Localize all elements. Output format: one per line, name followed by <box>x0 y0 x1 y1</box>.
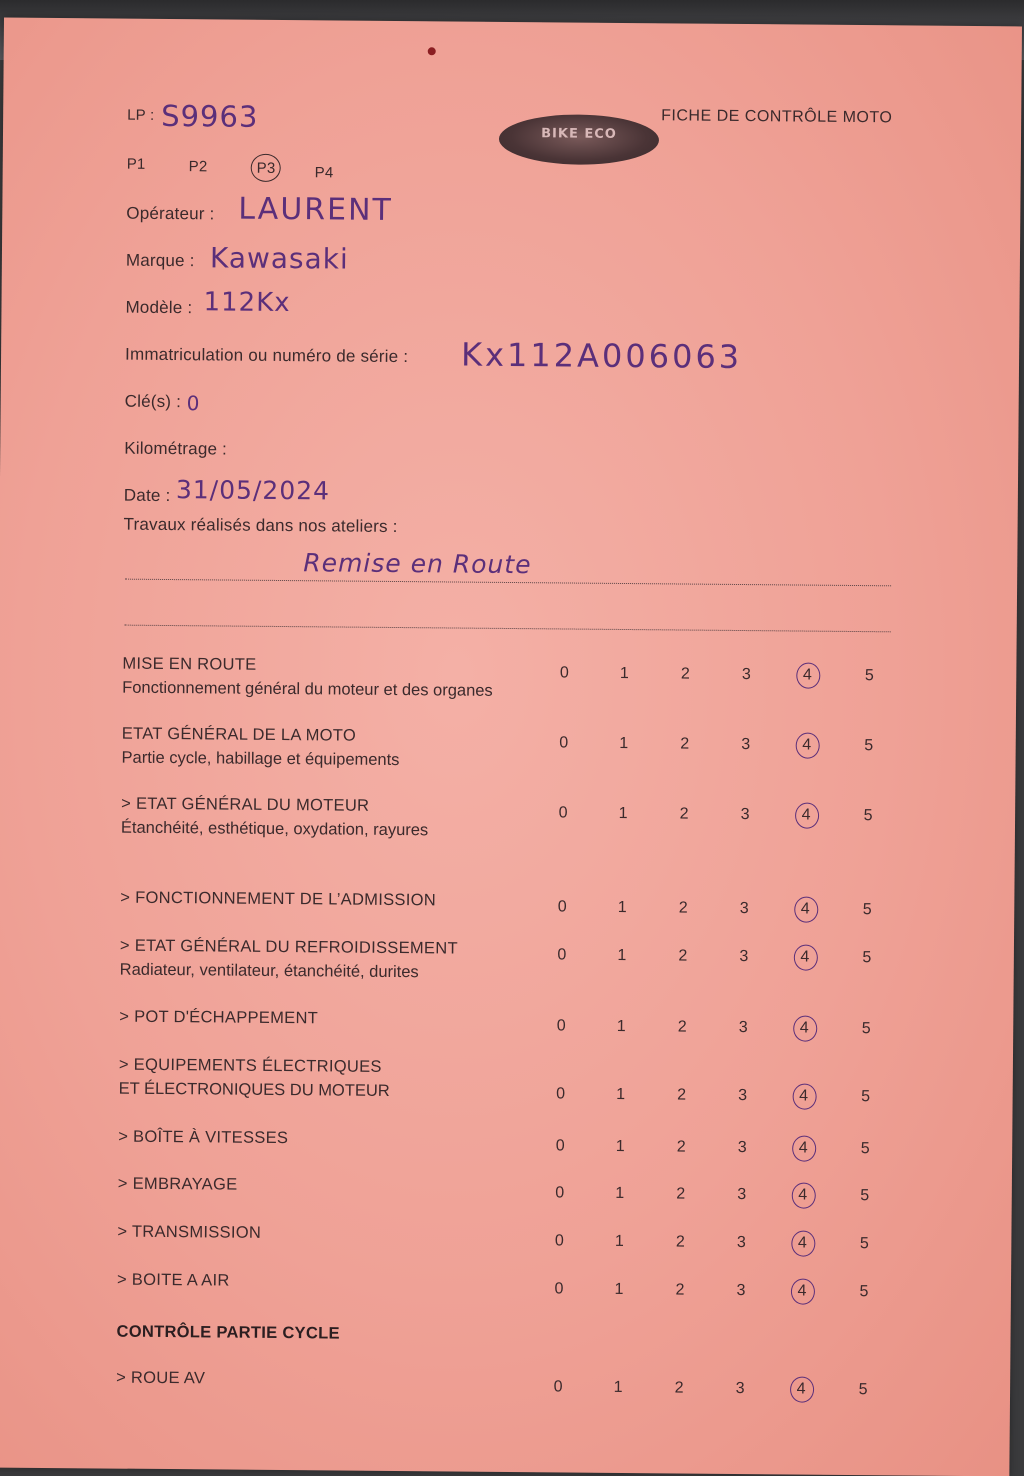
marque-value: Kawasaki <box>209 241 349 276</box>
operateur-value: LAURENT <box>238 191 393 228</box>
check-subtitle: Partie cycle, habillage et équipements <box>121 748 400 770</box>
score-option-4[interactable]: 4 <box>799 1019 809 1037</box>
score-selected-circle <box>796 662 820 688</box>
score-option-2[interactable]: 2 <box>680 665 690 683</box>
score-option-3[interactable]: 3 <box>736 1234 746 1252</box>
score-option-1[interactable]: 1 <box>616 1085 626 1104</box>
position-p3: P3 <box>256 159 276 177</box>
score-option-0[interactable]: 0 <box>556 1085 566 1103</box>
score-option-1[interactable]: 1 <box>615 1137 625 1156</box>
score-option-1[interactable]: 1 <box>616 1017 626 1036</box>
score-option-3[interactable]: 3 <box>740 806 750 824</box>
score-option-4[interactable]: 4 <box>800 900 810 918</box>
score-option-3[interactable]: 3 <box>737 1186 747 1204</box>
date-value: 31/05/2024 <box>175 475 331 506</box>
score-option-2[interactable]: 2 <box>680 735 690 753</box>
score-selected-circle <box>794 896 818 922</box>
score-option-5[interactable]: 5 <box>864 667 874 685</box>
score-option-2[interactable]: 2 <box>674 1379 684 1397</box>
score-option-5[interactable]: 5 <box>860 1187 870 1205</box>
score-option-0[interactable]: 0 <box>558 804 568 822</box>
score-option-1[interactable]: 1 <box>617 946 627 965</box>
score-option-2[interactable]: 2 <box>679 805 689 823</box>
score-option-3[interactable]: 3 <box>736 1281 746 1300</box>
score-option-5[interactable]: 5 <box>861 1088 871 1106</box>
score-option-1[interactable]: 1 <box>614 1232 624 1251</box>
score-option-5[interactable]: 5 <box>864 737 874 755</box>
score-option-3[interactable]: 3 <box>737 1139 747 1157</box>
score-option-1[interactable]: 1 <box>617 898 627 917</box>
travaux-label: Travaux réalisés dans nos ateliers : <box>123 514 398 537</box>
score-selected-circle <box>795 802 819 828</box>
score-option-0[interactable]: 0 <box>553 1378 563 1396</box>
score-option-4[interactable]: 4 <box>796 1380 806 1398</box>
check-title: > ROUE AV <box>116 1368 206 1388</box>
brand-logo <box>499 114 659 165</box>
check-title: > EMBRAYAGE <box>117 1174 238 1194</box>
score-option-0[interactable]: 0 <box>557 898 567 916</box>
score-option-2[interactable]: 2 <box>678 947 688 965</box>
score-option-2[interactable]: 2 <box>675 1281 685 1299</box>
score-option-4[interactable]: 4 <box>802 666 812 684</box>
ink-spot <box>428 47 436 55</box>
brand-logo-text: BIKE ECO <box>541 126 617 142</box>
score-option-4[interactable]: 4 <box>799 1087 809 1105</box>
score-selected-circle <box>793 1083 817 1109</box>
check-title: > BOÎTE À VITESSES <box>118 1127 289 1148</box>
control-sheet <box>0 18 1022 1476</box>
score-option-2[interactable]: 2 <box>678 899 688 917</box>
score-selected-circle <box>791 1278 815 1304</box>
cles-label: Clé(s) : <box>124 391 182 412</box>
score-selected-circle <box>791 1230 815 1256</box>
check-subtitle: ET ÉLECTRONIQUES DU MOTEUR <box>118 1079 390 1100</box>
score-selected-circle <box>792 1135 816 1161</box>
score-option-4[interactable]: 4 <box>798 1186 808 1204</box>
score-option-3[interactable]: 3 <box>735 1379 745 1398</box>
score-option-0[interactable]: 0 <box>556 1017 566 1035</box>
check-title: MISE EN ROUTE <box>122 654 257 674</box>
score-option-0[interactable]: 0 <box>555 1184 565 1202</box>
immatriculation-label: Immatriculation ou numéro de série : <box>125 344 409 367</box>
cles-value: 0 <box>186 391 201 416</box>
score-option-4[interactable]: 4 <box>798 1139 808 1157</box>
score-selected-circle <box>792 1182 816 1208</box>
score-option-1[interactable]: 1 <box>618 804 628 823</box>
marque-label: Marque : <box>125 250 195 271</box>
score-option-2[interactable]: 2 <box>677 1018 687 1036</box>
check-title: > ETAT GÉNÉRAL DU MOTEUR <box>121 794 370 815</box>
check-title: > EQUIPEMENTS ÉLECTRIQUES <box>118 1055 382 1076</box>
score-option-3[interactable]: 3 <box>741 736 751 754</box>
score-selected-circle <box>794 944 818 970</box>
score-option-5[interactable]: 5 <box>863 807 873 825</box>
score-option-0[interactable]: 0 <box>554 1280 564 1298</box>
score-option-3[interactable]: 3 <box>739 900 749 918</box>
score-option-3[interactable]: 3 <box>738 1087 748 1105</box>
check-title: > FONCTIONNEMENT DE L’ADMISSION <box>120 888 437 910</box>
score-option-4[interactable]: 4 <box>797 1282 807 1300</box>
travaux-line-1 <box>125 579 891 587</box>
position-p2: P2 <box>188 158 208 176</box>
check-title: > POT D'ÉCHAPPEMENT <box>119 1007 319 1028</box>
score-option-0[interactable]: 0 <box>557 946 567 964</box>
form-title: FICHE DE CONTRÔLE MOTO <box>661 107 893 127</box>
score-option-3[interactable]: 3 <box>741 666 751 684</box>
check-subtitle: Radiateur, ventilateur, étanchéité, durites <box>119 960 419 982</box>
travaux-value: Remise en Route <box>303 548 532 580</box>
score-option-5[interactable]: 5 <box>862 901 872 919</box>
score-option-0[interactable]: 0 <box>555 1137 565 1155</box>
score-option-4[interactable]: 4 <box>801 806 811 824</box>
score-option-0[interactable]: 0 <box>559 664 569 682</box>
check-subtitle: Étanchéité, esthétique, oxydation, rayures <box>120 818 429 840</box>
score-option-4[interactable]: 4 <box>802 736 812 754</box>
score-option-1[interactable]: 1 <box>615 1184 625 1203</box>
score-option-2[interactable]: 2 <box>676 1185 686 1203</box>
score-option-5[interactable]: 5 <box>859 1235 869 1253</box>
operateur-label: Opérateur : <box>126 203 215 224</box>
position-p3-circle <box>251 154 281 182</box>
travaux-line-2 <box>125 625 891 633</box>
score-option-2[interactable]: 2 <box>675 1233 685 1251</box>
modele-label: Modèle : <box>125 297 193 318</box>
modele-value: 112Kx <box>203 287 291 319</box>
score-option-1[interactable]: 1 <box>614 1280 624 1299</box>
score-option-3[interactable]: 3 <box>738 1019 748 1037</box>
section-partie-cycle-title: CONTRÔLE PARTIE CYCLE <box>116 1322 340 1343</box>
score-option-4[interactable]: 4 <box>797 1234 807 1252</box>
lp-value: S9963 <box>161 98 259 134</box>
check-subtitle: Fonctionnement général du moteur et des organes <box>122 678 493 700</box>
score-option-5[interactable]: 5 <box>859 1283 869 1301</box>
lp-label: LP : <box>127 106 155 124</box>
score-option-5[interactable]: 5 <box>862 949 872 967</box>
score-selected-circle <box>790 1376 814 1402</box>
score-option-3[interactable]: 3 <box>739 948 749 966</box>
score-option-2[interactable]: 2 <box>676 1138 686 1156</box>
check-title: > BOITE A AIR <box>116 1270 230 1290</box>
score-option-1[interactable]: 1 <box>613 1378 623 1397</box>
check-title: > TRANSMISSION <box>117 1222 262 1242</box>
score-option-0[interactable]: 0 <box>559 734 569 752</box>
position-p4: P4 <box>314 164 334 182</box>
score-option-5[interactable]: 5 <box>860 1140 870 1158</box>
score-option-0[interactable]: 0 <box>554 1232 564 1250</box>
score-option-5[interactable]: 5 <box>858 1381 868 1399</box>
immatriculation-value: Kx112A006063 <box>460 335 743 377</box>
score-option-2[interactable]: 2 <box>677 1086 687 1104</box>
position-p1: P1 <box>126 155 146 173</box>
check-title: > ETAT GÉNÉRAL DU REFROIDISSEMENT <box>119 936 458 958</box>
check-title: ETAT GÉNÉRAL DE LA MOTO <box>121 724 357 745</box>
date-label: Date : <box>123 485 171 506</box>
score-selected-circle <box>796 732 820 758</box>
score-option-4[interactable]: 4 <box>800 948 810 966</box>
score-selected-circle <box>793 1015 817 1041</box>
score-option-1[interactable]: 1 <box>619 664 629 683</box>
score-option-5[interactable]: 5 <box>861 1020 871 1038</box>
kilometrage-label: Kilométrage : <box>124 438 228 459</box>
score-option-1[interactable]: 1 <box>619 734 629 753</box>
